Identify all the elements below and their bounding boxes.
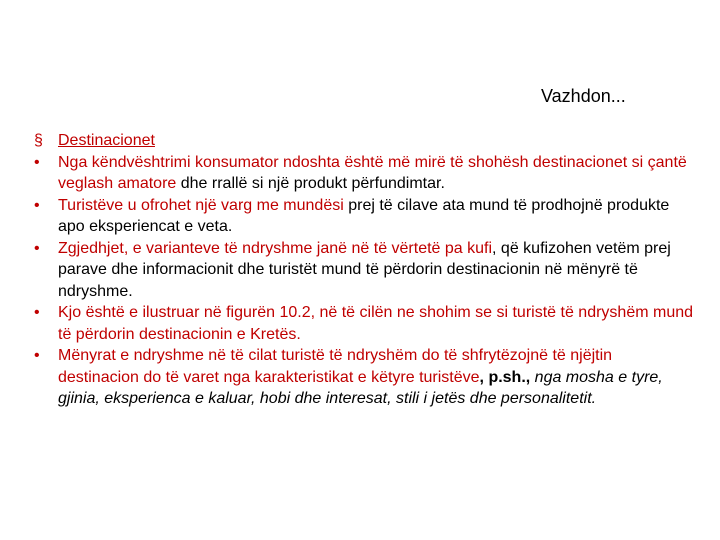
list-item: [34, 302, 694, 345]
item-text-bold: , p.sh.,: [479, 368, 531, 386]
item-text-italic: nga mosha e tyre, gjinia, eksperienca e kaluar, hobi dhe interesat, stili i jetës dhe personalitetit.: [58, 368, 663, 407]
list-item: [34, 195, 694, 238]
section-bullet-icon: §: [34, 132, 43, 149]
bullet-icon: •: [34, 239, 40, 257]
item-text-highlight: Turistëve u ofrohet një varg me mundësi: [58, 196, 344, 214]
bullet-icon: •: [34, 304, 40, 321]
item-text: dhe rrallë si një produkt përfundimtar.: [176, 175, 445, 192]
item-text-highlight: Zgjedhjet, e varianteve të ndryshme janë në të vërtetë pa kufi: [58, 239, 493, 257]
item-text-highlight: Mënyrat e ndryshme në të cilat turistë të ndryshëm do të shfrytëzojnë të njëjtin destinacion do të varet nga karakteristikat e këtyre turistëve: [58, 347, 613, 386]
item-text-highlight: Kjo është e ilustruar në figurën 10.2, në të cilën ne shohim se si turistë të ndryshëm mund të përdorin destinacionin e Kretës.: [58, 304, 694, 343]
slide-title: Vazhdon...: [541, 86, 626, 106]
list-item: [34, 345, 694, 410]
bullet-icon: •: [34, 347, 40, 364]
bullet-list: [34, 130, 694, 410]
list-item: [34, 238, 694, 303]
list-heading: [34, 130, 694, 152]
item-text: , që kufizohen vetëm prej parave dhe informacionit dhe turistët mund të përdorin destinacionin në mënyrë të ndryshme.: [58, 239, 671, 300]
heading-text: Destinacionet: [58, 132, 155, 149]
bullet-icon: •: [34, 153, 40, 171]
bullet-icon: •: [34, 196, 40, 214]
list-item: [34, 152, 694, 195]
item-text: prej të cilave ata mund të prodhojnë produkte apo eksperiencat e veta.: [58, 196, 670, 235]
item-text-highlight: Nga këndvështrimi konsumator ndoshta është më mirë të shohësh destinacionet si çantë veglash amatore: [58, 153, 687, 192]
